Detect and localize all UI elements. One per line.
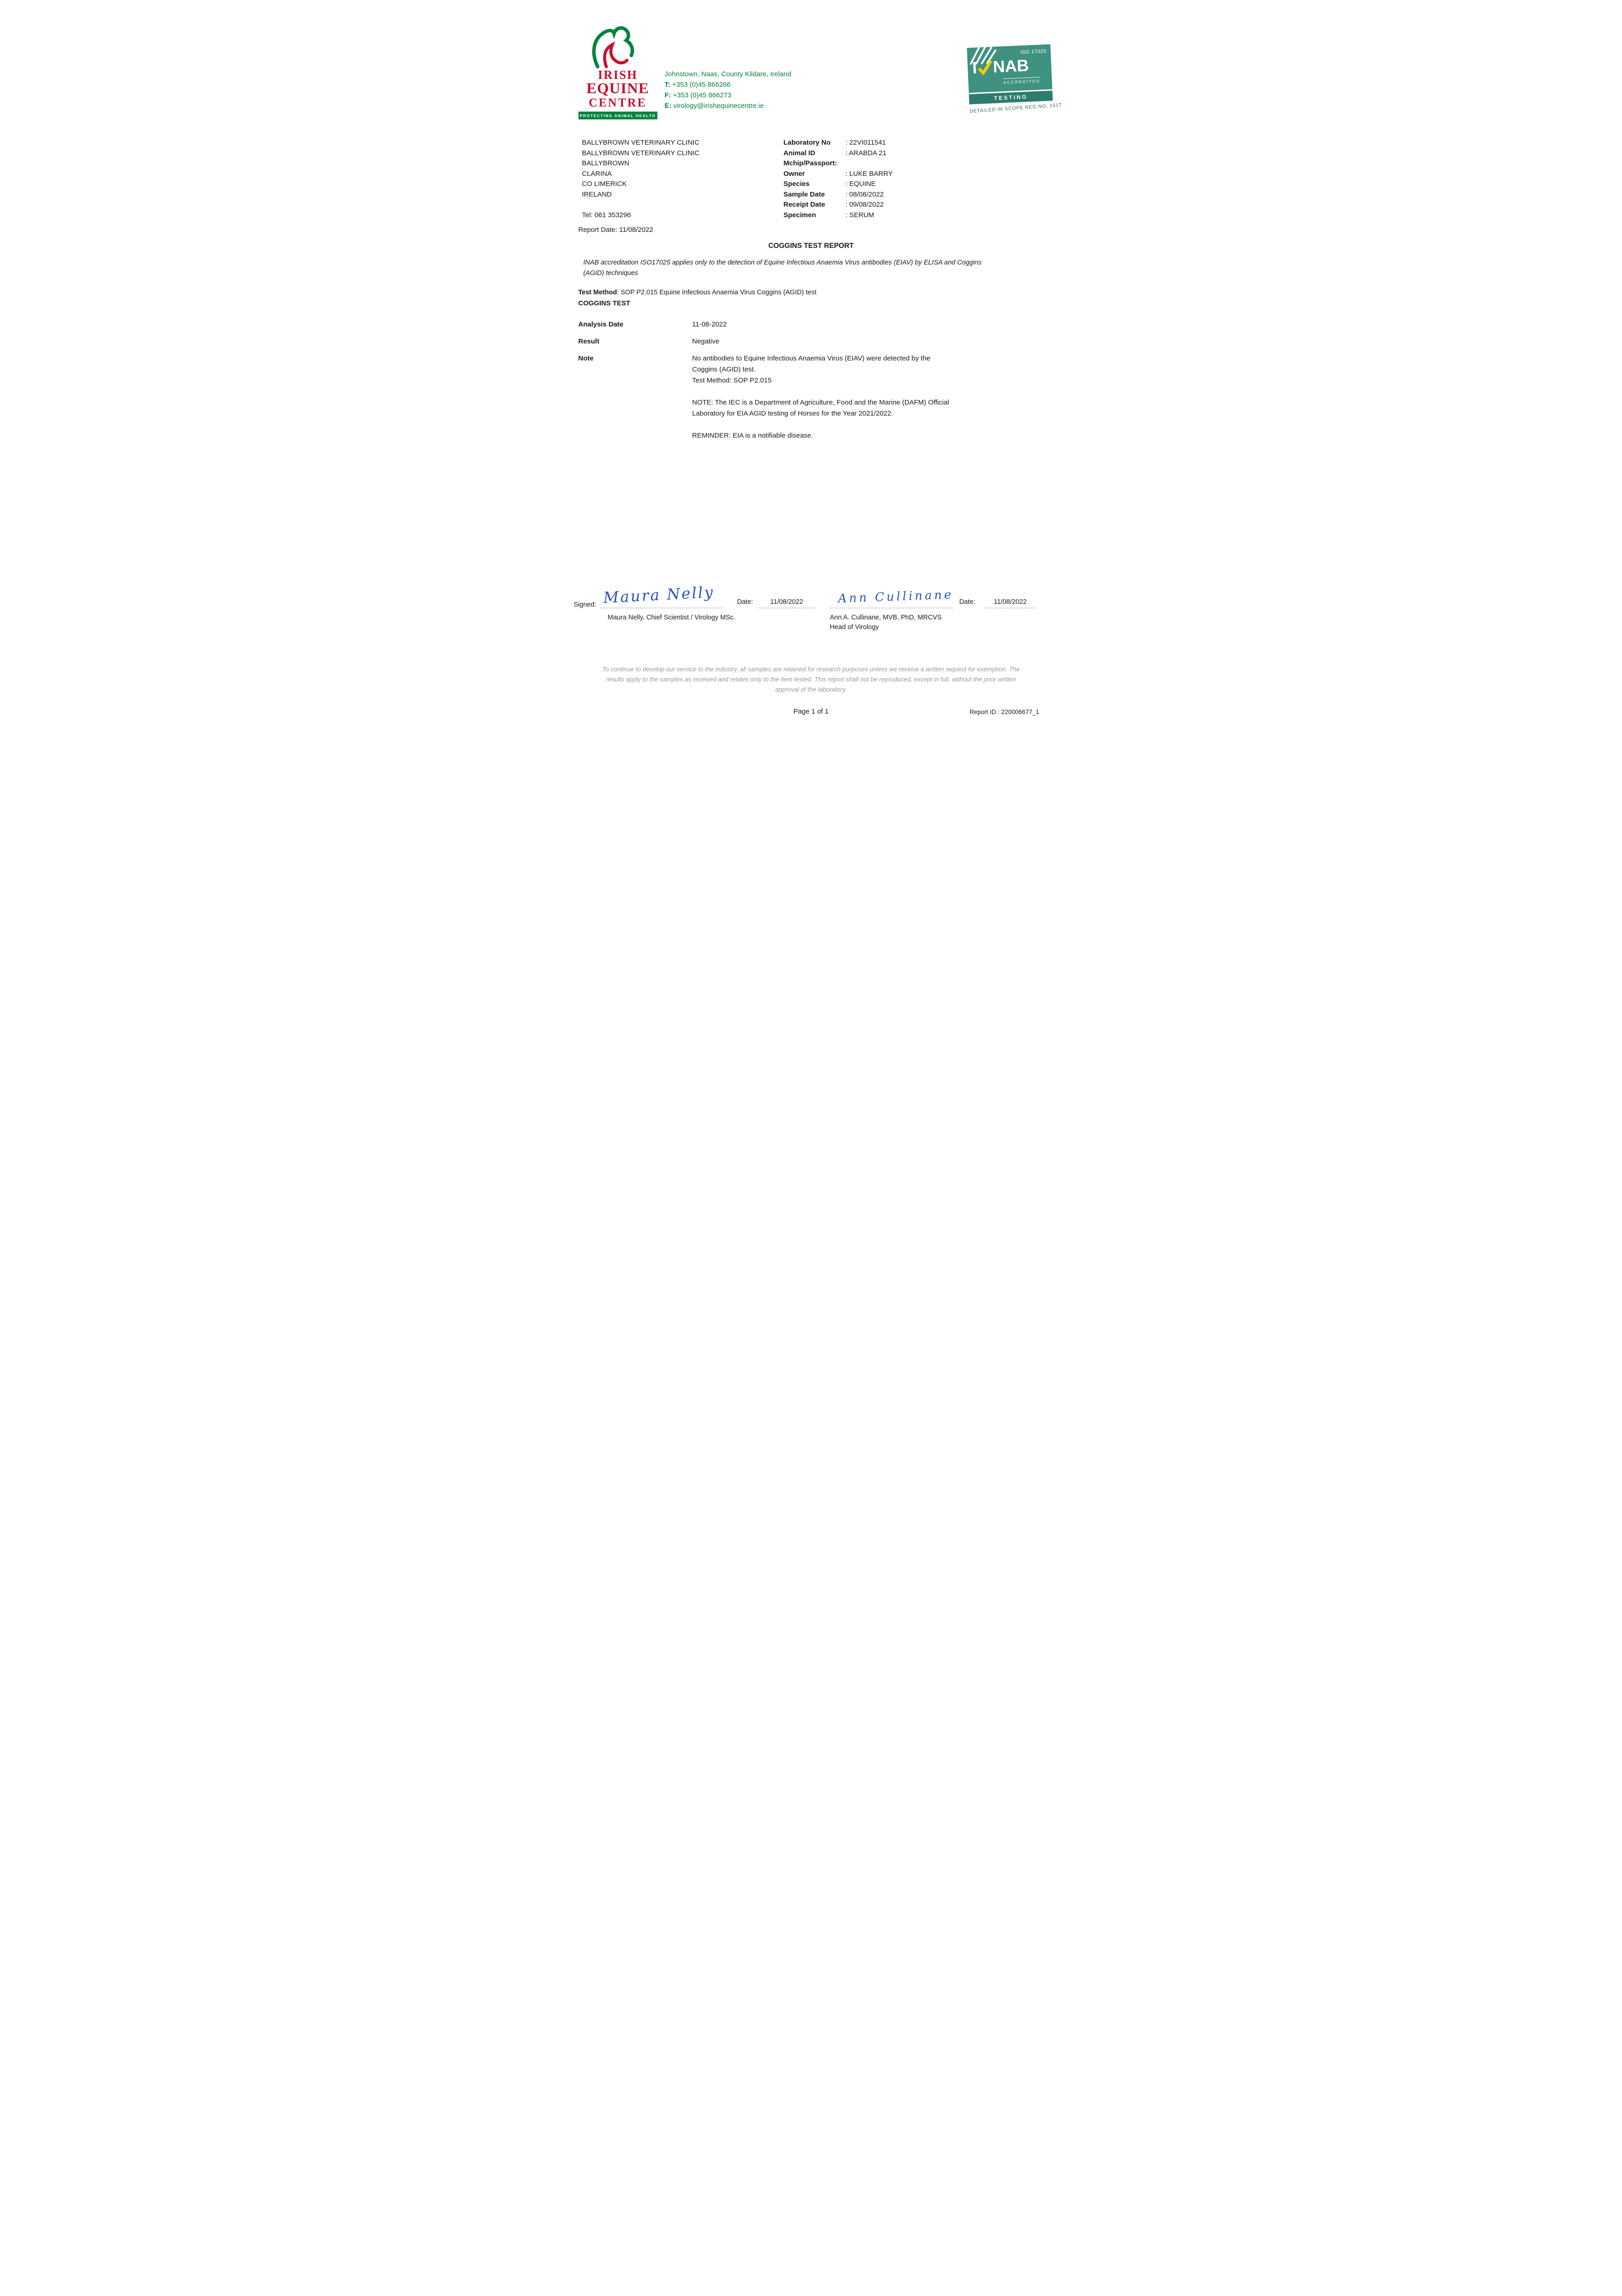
inab-testing-label: TESTING (969, 90, 1053, 104)
sample-row-label: Laboratory No (783, 139, 831, 146)
report-id: Report ID : 220006677_1 (969, 709, 1039, 715)
sample-row (784, 158, 1044, 169)
sample-row (784, 179, 1044, 190)
report-page (552, 0, 1071, 736)
sample-row-value: : 08/08/2022 (845, 190, 884, 198)
report-title: COGGINS TEST REPORT (768, 242, 854, 250)
sample-row (784, 169, 1044, 180)
sample-row-value: : EQUINE (845, 180, 876, 188)
inab-wordmark (972, 57, 1029, 76)
sample-row-label: Species (783, 180, 810, 188)
date-line-left (759, 579, 814, 608)
signature-right: Ann Cullinane (837, 588, 954, 606)
accreditation-note: INAB accreditation ISO17025 applies only to the detection of Equine Infectious Anaemia Virus antibodies (EIAV) by ELISA and Coggins (AGID) techniques (583, 259, 982, 277)
analysis-date-value: 11-08-2022 (692, 321, 727, 328)
contact-tel-label: T: (664, 81, 670, 89)
analysis-date-label: Analysis Date (578, 321, 623, 328)
contact-fax-label: F: (664, 91, 671, 99)
result-label: Result (578, 338, 600, 345)
note-paragraph: No antibodies to Equine Infectious Anaemia Virus (EIAV) were detected by the Coggins (AGID) test. (692, 355, 931, 373)
client-phone: Tel: 061 353296 (582, 211, 631, 219)
inab-accredited-label: ACCREDITED (1003, 77, 1040, 84)
sample-row-label: Specimen (783, 211, 816, 219)
sample-row (784, 190, 1044, 200)
sample-details-block (784, 138, 1044, 235)
client-line: CO LIMERICK (582, 180, 627, 188)
inab-letter-i: I (971, 58, 977, 77)
sample-row-value: : SERUM (845, 211, 875, 219)
sample-row-label: Receipt Date (783, 201, 825, 208)
sample-row-label: Animal ID (783, 149, 815, 157)
page-number: Page 1 of 1 (793, 708, 829, 715)
note-paragraph: NOTE: The IEC is a Department of Agriculture, Food and the Marine (DAFM) Official Laboratory for EIA AGID testing of Horses for the Year 2021/2022. (692, 399, 949, 417)
report-date: Report Date: 11/08/2022 (578, 225, 653, 234)
signature-left: Maura Nelly (602, 583, 714, 607)
logo-tagline: PROTECTING ANIMAL HEALTH (578, 112, 657, 119)
contact-email-label: E: (664, 102, 672, 110)
header (578, 25, 1062, 124)
inab-scope-caption: DETAILED IN SCOPE REG NO. 151T (969, 102, 1062, 114)
inab-letters-nab: NAB (992, 56, 1029, 76)
test-method-line (578, 289, 1044, 296)
signature-section (573, 579, 1044, 648)
note-paragraph: REMINDER: EIA is a notifiable disease. (692, 432, 813, 439)
date-label-right: Date: (959, 598, 976, 606)
test-method-value: : SOP P2.015 Equine Infectious Anaemia Virus Coggins (AGID) test (617, 289, 817, 296)
note-paragraph: Test Method: SOP P2.015 (692, 377, 772, 384)
signatory-name-right-line2: Head of Virology (830, 624, 879, 631)
client-line: BALLYBROWN VETERINARY CLINIC (582, 149, 700, 157)
contact-email-value: virology@irishequinecentre.ie (671, 102, 764, 110)
sample-row-value: : 22VI011541 (845, 139, 886, 146)
logo-word-irish: IRISH (598, 68, 638, 82)
note-label: Note (578, 355, 594, 362)
logo-word-centre: CENTRE (589, 96, 647, 110)
contact-block (665, 69, 791, 111)
sample-row-value: : 09/08/2022 (845, 201, 884, 208)
contact-email-line (665, 101, 791, 111)
iec-logo (578, 25, 657, 119)
sample-row (784, 210, 1044, 221)
date-line-right (985, 579, 1036, 608)
contact-tel-value: +353 (0)45 866266 (670, 81, 731, 89)
sample-row-label: Owner (783, 169, 805, 178)
note-row (578, 353, 1044, 441)
sample-row-value: : ARABDA 21 (845, 149, 887, 157)
signatory-name-right (830, 613, 942, 632)
analysis-date-row (578, 319, 1044, 330)
client-line: CLARINA (582, 169, 612, 178)
footer-bottom-row (578, 708, 1044, 718)
info-section (578, 138, 1044, 235)
result-value: Negative (692, 338, 719, 345)
horse-head-icon (584, 25, 652, 68)
contact-address: Johnstown, Naas, County Kildare, Ireland (664, 70, 791, 78)
logo-word-equine: EQUINE (586, 80, 649, 97)
client-address-block (578, 138, 779, 235)
signature-line-right (830, 579, 953, 608)
sample-row-label: Mchip/Passport: (783, 159, 837, 167)
signed-label: Signed: (573, 601, 596, 608)
note-value (692, 353, 952, 441)
sample-row-label: Sample Date (783, 190, 825, 198)
test-method-label: Test Method (578, 289, 617, 296)
sample-row (784, 148, 1044, 159)
date-value-right: 11/08/2022 (993, 598, 1027, 606)
contact-fax-line (665, 90, 791, 101)
date-value-left: 11/08/2022 (770, 598, 803, 606)
signatory-name-left: Maura Nelly, Chief Scientist / Virology MSc. (607, 614, 735, 621)
inab-check-icon (977, 60, 993, 75)
client-line: IRELAND (582, 190, 612, 198)
inab-accreditation-badge (968, 46, 1062, 114)
inab-iso-label: ISO 17025 (1020, 48, 1047, 56)
results-block (578, 319, 1044, 441)
contact-tel-line (665, 79, 791, 90)
signatory-name-right-line1: Ann A. Cullinane, MVB, PhD, MRCVS (830, 614, 942, 621)
coggins-test-heading: COGGINS TEST (578, 299, 630, 307)
signature-line-left (600, 579, 723, 608)
client-line: BALLYBROWN VETERINARY CLINIC (582, 139, 700, 146)
sample-row (784, 138, 1044, 148)
inab-badge-body (966, 44, 1062, 114)
footer-disclaimer: To continue to develop our service to the industry, all samples are retained for research purposes unless we receive a written request for exemption. The results apply to the samples as received and relates only to the item tested. This report shall not be reproduced, except in full, without the prior written approval of the laboratory. (602, 666, 1020, 693)
client-line: BALLYBROWN (582, 159, 629, 167)
contact-fax-value: +353 (0)45 866273 (671, 91, 732, 99)
inab-badge-main (966, 44, 1052, 93)
sample-row-value: : LUKE BARRY (845, 169, 893, 178)
sample-row (784, 200, 1044, 210)
date-label-left: Date: (737, 598, 753, 606)
result-row (578, 336, 1044, 347)
